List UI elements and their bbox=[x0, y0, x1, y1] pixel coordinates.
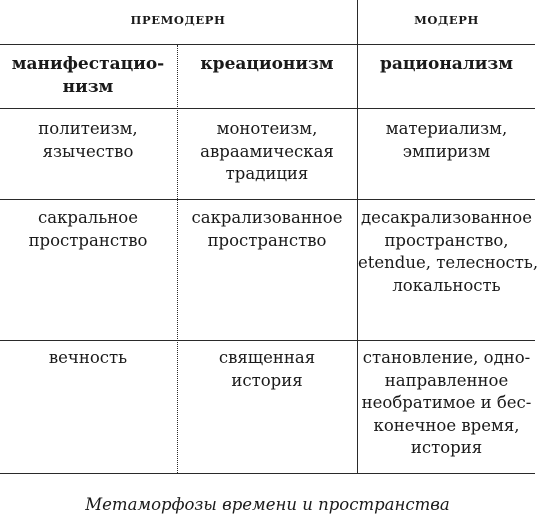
column-header-line: рационализм bbox=[379, 54, 514, 74]
rule-under-row-2 bbox=[0, 340, 535, 341]
rule-table-bottom bbox=[0, 473, 535, 474]
cell-row2-creationism bbox=[178, 207, 356, 252]
figure-caption: Метаморфозы времени и пространства bbox=[85, 495, 450, 514]
column-header-line: креационизм bbox=[200, 54, 334, 74]
cell-line: пространство, bbox=[384, 230, 509, 250]
cell-row3-creationism bbox=[178, 347, 356, 392]
rule-under-row-1 bbox=[0, 199, 535, 200]
cell-line: локальность bbox=[392, 275, 501, 295]
cell-line: политеизм, bbox=[38, 119, 138, 138]
cell-line: десакрализованное bbox=[361, 208, 532, 227]
cell-line: материализм, bbox=[385, 119, 508, 138]
cell-row2-rationalism bbox=[358, 207, 539, 297]
era-header-premodern: ПРЕМОДЕРН bbox=[130, 13, 226, 27]
cell-line: священная bbox=[218, 348, 316, 367]
cell-row1-creationism bbox=[178, 118, 356, 186]
cell-line: эмпиризм bbox=[402, 141, 491, 161]
cell-line: сакрализованное bbox=[191, 208, 343, 227]
cell-line: история bbox=[410, 438, 483, 457]
rule-under-era-headers bbox=[0, 44, 535, 45]
cell-line: направленное bbox=[384, 370, 509, 390]
cell-line: история bbox=[231, 370, 303, 390]
column-divider-manifestationism-creationism bbox=[177, 45, 178, 473]
column-header-manifestationism bbox=[0, 53, 176, 99]
cell-row2-manifestationism bbox=[0, 207, 176, 252]
cell-line: авраамическая bbox=[200, 141, 334, 161]
cell-line: пространство bbox=[207, 230, 327, 250]
column-header-rationalism bbox=[358, 53, 535, 76]
cell-line: язычество bbox=[42, 141, 134, 161]
cell-line: сакральное bbox=[38, 208, 138, 227]
cell-row3-manifestationism bbox=[0, 347, 176, 370]
cell-row1-manifestationism bbox=[0, 118, 176, 163]
cell-line: etendue, телесность, bbox=[358, 253, 539, 272]
column-header-creationism bbox=[178, 53, 356, 76]
cell-line: традиция bbox=[225, 164, 309, 183]
cell-line: необратимое и бес- bbox=[361, 393, 532, 412]
cell-row3-rationalism bbox=[358, 347, 535, 460]
cell-line: монотеизм, bbox=[216, 119, 318, 138]
column-header-line: манифестацио- bbox=[11, 54, 165, 74]
cell-line: конечное время, bbox=[373, 415, 520, 435]
era-header-modern: МОДЕРН bbox=[414, 13, 479, 27]
cell-row1-rationalism bbox=[358, 118, 535, 163]
cell-line: вечность bbox=[48, 348, 128, 367]
cell-line: становление, одно- bbox=[362, 348, 531, 367]
rule-under-column-headers bbox=[0, 108, 535, 109]
cell-line: пространство bbox=[28, 230, 148, 250]
column-header-line: низм bbox=[62, 77, 114, 97]
